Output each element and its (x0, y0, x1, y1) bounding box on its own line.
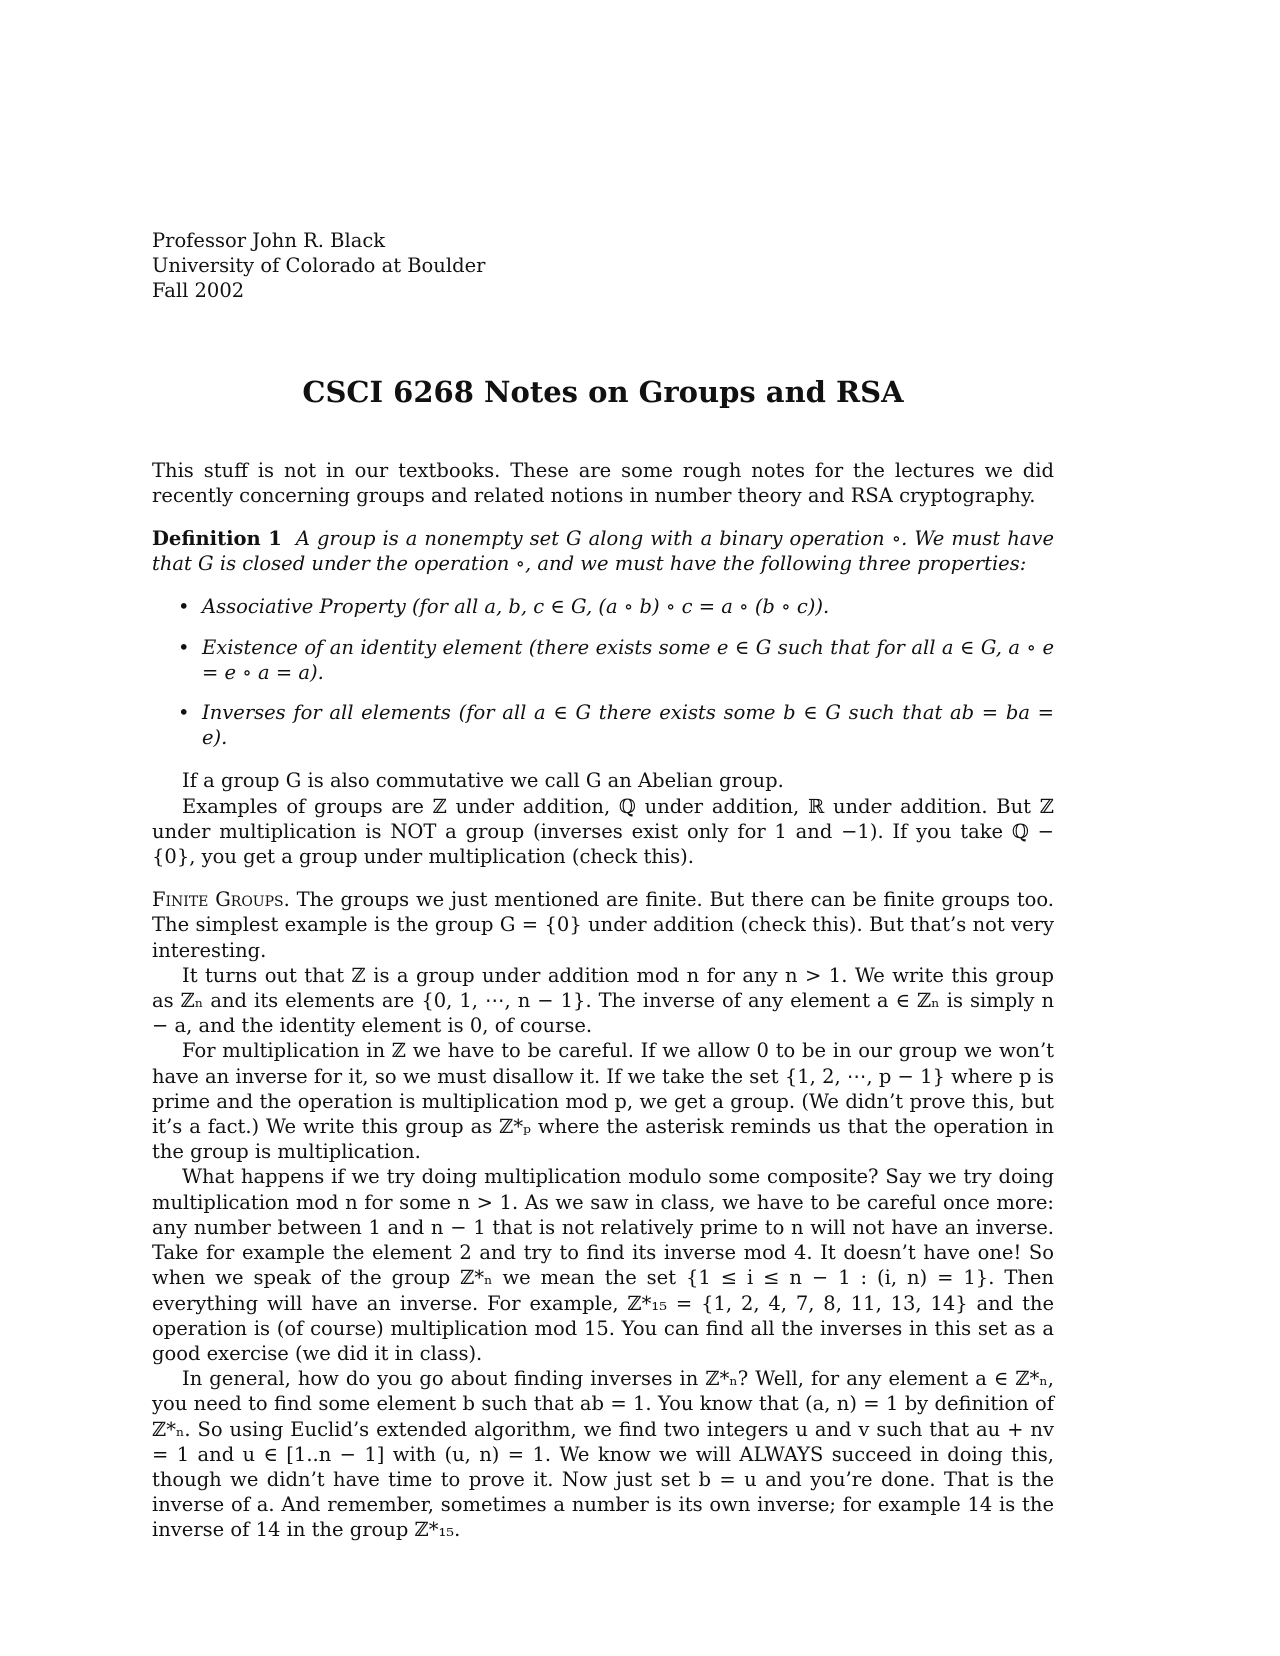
bullet-icon: • (178, 635, 190, 659)
inverses-paragraph: In general, how do you go about finding inverses in ℤ*ₙ? Well, for any element a ∈ ℤ*ₙ, you need to find some element b such that ab = 1. You know that (a, n) = 1 by definition of ℤ*ₙ. So using Euclid’s extended algorithm, we find two integers u and v such that au + nv = 1 and u ∈ [1..n − 1] with (u, n) = 1. We know we will ALWAYS succeed in doing this, though we didn’t have time to prove it. Now just set b = u and you’re done. That is the inverse of a. And remember, sometimes a number is its own inverse; for example 14 is the inverse of 14 in the group ℤ*₁₅. (152, 1367, 1054, 1542)
property-list (152, 594, 1054, 750)
author-name: Professor John R. Black (152, 229, 386, 252)
abelian-paragraph: If a group G is also commutative we call G an Abelian group. (182, 769, 784, 793)
author-block (152, 228, 1054, 304)
finite-groups-heading: Finite Groups. (152, 888, 290, 912)
finite-groups-paragraph (152, 887, 1054, 963)
composite-paragraph: What happens if we try doing multiplication modulo some composite? Say we try doing multiplication mod n for some n > 1. As we saw in class, we have to be careful once more: any number between 1 and n − 1 that is not relatively prime to n will not have an inverse. Take for example the element 2 and try to find its inverse mod 4. It doesn’t have one! So when we speak of the group ℤ*ₙ we mean the set {1 ≤ i ≤ n − 1 : (i, n) = 1}. Then everything will have an inverse. For example, ℤ*₁₅ = {1, 2, 4, 7, 8, 11, 13, 14} and the operation is (of course) multiplication mod 15. You can find all the inverses in this set as a good exercise (we did it in class). (152, 1165, 1054, 1365)
property-text: Associative Property (for all a, b, c ∈ G, (a ∘ b) ∘ c = a ∘ (b ∘ c)). (202, 595, 830, 619)
definition-label: Definition 1 (152, 527, 282, 551)
document-page (152, 228, 1054, 1543)
institution: University of Colorado at Boulder (152, 254, 486, 278)
multiplication-paragraph: For multiplication in ℤ we have to be careful. If we allow 0 to be in our group we won’t have an inverse for it, so we must disallow it. If we take the set {1, 2, ⋯, p − 1} where p is prime and the operation is multiplication mod p, we get a group. (We didn’t prove this, but it’s a fact.) We write this group as ℤ*ₚ where the asterisk reminds us that the operation in the group is multiplication. (152, 1039, 1054, 1164)
list-item (178, 594, 1054, 619)
property-text: Inverses for all elements (for all a ∈ G there exists some b ∈ G such that ab = ba = e). (202, 701, 1054, 750)
term: Fall 2002 (152, 279, 245, 303)
definition-text: A group is a nonempty set G along with a binary operation ∘. We must have that G is closed under the operation ∘, and we must have the following three properties: (152, 527, 1054, 576)
definition-block (152, 526, 1054, 576)
finite-groups-text: The groups we just mentioned are finite. But there can be finite groups too. The simplest example is the group G = {0} under addition (check this). But that’s not very interesting. (152, 888, 1055, 962)
intro-paragraph: This stuff is not in our textbooks. These are some rough notes for the lectures we did recently concerning groups and related notions in number theory and RSA cryptography. (152, 458, 1054, 507)
property-text: Existence of an identity element (there exists some e ∈ G such that for all a ∈ G, a ∘ e = e ∘ a = a). (202, 635, 1054, 684)
list-item (178, 700, 1054, 750)
document-title: CSCI 6268 Notes on Groups and RSA (302, 374, 904, 409)
zn-paragraph: It turns out that ℤ is a group under addition mod n for any n > 1. We write this group as ℤₙ and its elements are {0, 1, ⋯, n − 1}. The inverse of any element a ∈ ℤₙ is simply n − a, and the identity element is 0, of course. (152, 963, 1054, 1038)
examples-paragraph: Examples of groups are ℤ under addition, ℚ under addition, ℝ under addition. But ℤ under multiplication is NOT a group (inverses exist only for 1 and −1). If you take ℚ − {0}, you get a group under multiplication (check this). (152, 794, 1054, 869)
bullet-icon: • (178, 701, 190, 725)
list-item (178, 635, 1054, 685)
bullet-icon: • (178, 595, 190, 619)
